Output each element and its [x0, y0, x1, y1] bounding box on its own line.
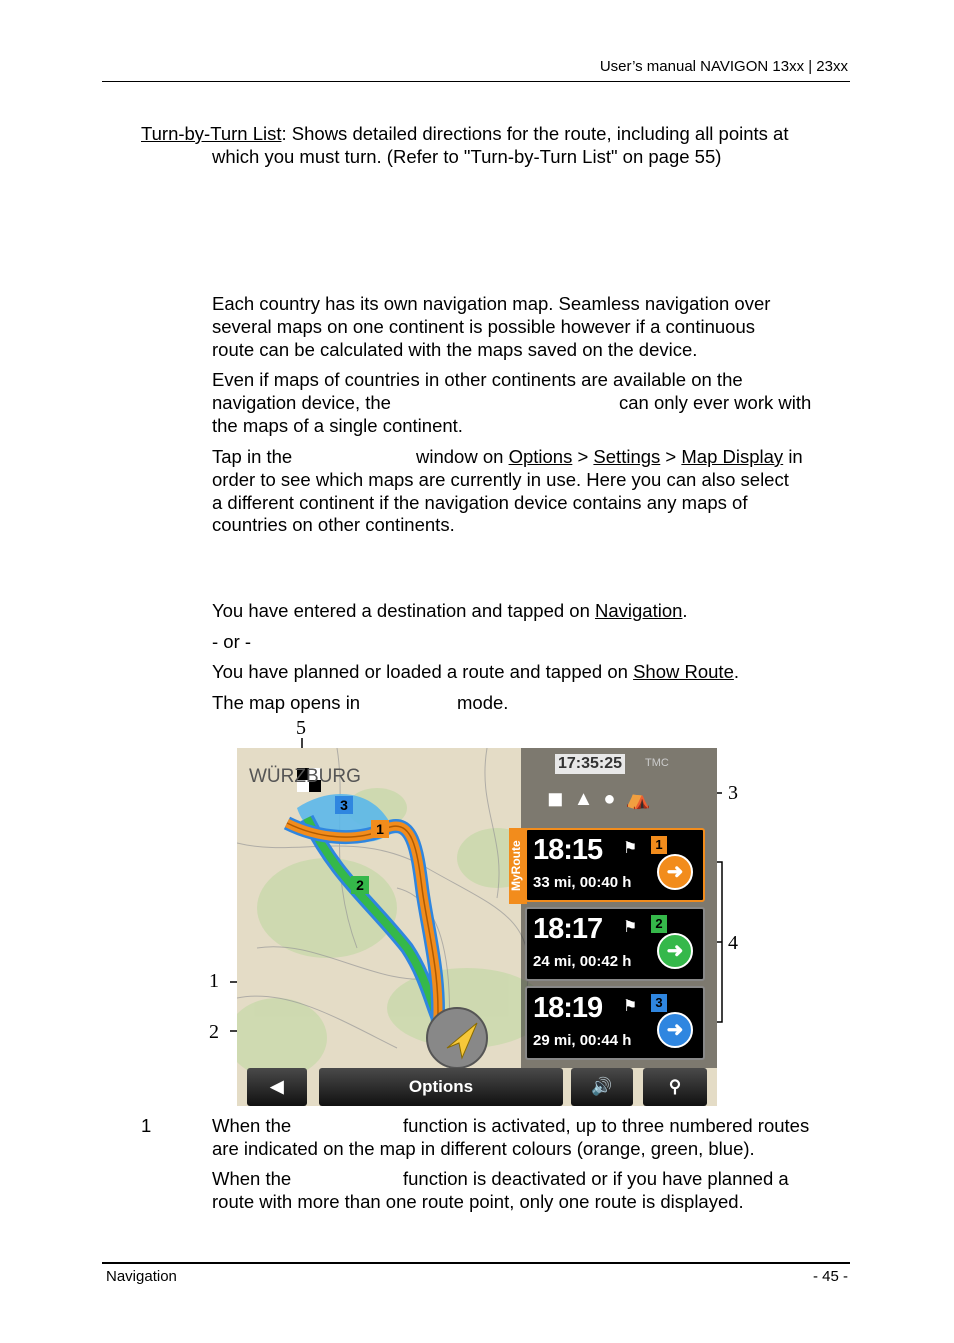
map-route-label-3: 3: [335, 796, 353, 814]
settings-link[interactable]: Settings: [593, 446, 661, 467]
map-opens-text: The map opens in: [212, 692, 361, 713]
period: .: [682, 600, 688, 621]
turn-list-line2: which you must turn. (Refer to "Turn-by-Turn List" on page 55): [212, 146, 722, 167]
tap-line2: order to see which maps are currently in use. Here you can also select: [212, 469, 789, 490]
tap-in-text: Tap in the: [212, 446, 293, 467]
route-3-arrow-icon: ➜: [657, 1012, 693, 1048]
map-display-link[interactable]: Map Display: [681, 446, 784, 467]
maps-line1: Each country has its own navigation map. Seamless navigation over: [212, 293, 771, 314]
route-2-arrow-icon: ➜: [657, 933, 693, 969]
page-footer: [102, 1262, 850, 1285]
item1-line4: route with more than one route point, only one route is displayed.: [212, 1191, 744, 1212]
turn-list-text: : Shows detailed directions for the route, including all points at: [281, 123, 789, 144]
route-option-2[interactable]: [525, 907, 705, 981]
callout-4: 4: [728, 932, 738, 954]
mode-text: mode.: [457, 692, 509, 713]
continent-line2a: navigation device, the: [212, 392, 391, 413]
navigation-link[interactable]: Navigation: [595, 600, 683, 621]
ferry-icon: ⛺: [625, 788, 661, 810]
tap-line3: a different continent if the navigation device contains any maps of: [212, 492, 748, 513]
route-1-number: 1: [651, 836, 667, 854]
continent-line1: Even if maps of countries in other continents are available on the: [212, 369, 743, 390]
city-label: WÜRZBURG: [249, 766, 361, 787]
route-option-1[interactable]: [525, 828, 705, 902]
navigation-map-screenshot: [237, 748, 717, 1106]
item1-line1-rest: function is activated, up to three numbered routes: [403, 1115, 810, 1136]
show-route-link[interactable]: Show Route: [633, 661, 734, 682]
maps-line2: several maps on one continent is possible however if a continuous: [212, 316, 755, 337]
arrival-flag-icon: ⚑: [623, 998, 638, 1015]
back-button[interactable]: [247, 1068, 307, 1106]
map-route-label-1: 1: [371, 820, 389, 838]
route-text: You have planned or loaded a route and tapped on: [212, 661, 628, 682]
destination-text: You have entered a destination and tapped on: [212, 600, 590, 621]
callout-5: 5: [296, 717, 306, 739]
route-1-time: 18:15: [533, 834, 603, 866]
options-link[interactable]: Options: [508, 446, 573, 467]
item1-line3-rest: function is deactivated or if you have planned a: [403, 1168, 789, 1189]
separator: >: [577, 446, 589, 467]
maps-line3: route can be calculated with the maps saved on the device.: [212, 339, 698, 360]
page-number: - 45 -: [812, 1268, 848, 1285]
item-number: 1: [141, 1115, 152, 1136]
route-3-info: 29 mi, 00:44 h: [533, 1032, 632, 1049]
route-option-3[interactable]: [525, 986, 705, 1060]
turn-by-turn-link[interactable]: Turn-by-Turn List: [141, 123, 282, 144]
route-3-time: 18:19: [533, 992, 603, 1024]
tap-line4: countries on other continents.: [212, 514, 455, 535]
back-arrow-icon: ◀: [270, 1077, 284, 1096]
route-1-arrow-icon: ➜: [657, 854, 693, 890]
route-options-icons[interactable]: [547, 786, 660, 811]
search-button[interactable]: [643, 1068, 707, 1106]
callout-2: 2: [209, 1021, 219, 1043]
footer-section: Navigation: [106, 1268, 177, 1285]
separator: >: [665, 446, 677, 467]
continent-line3: the maps of a single continent.: [212, 415, 463, 436]
tmc-label: TMC: [645, 757, 669, 769]
route-2-time: 18:17: [533, 913, 603, 945]
toll-icon: ●: [603, 788, 626, 810]
item1-line2: are indicated on the map in different colours (orange, green, blue).: [212, 1138, 755, 1159]
map-route-label-2: 2: [351, 876, 369, 894]
arrival-flag-icon: ⚑: [623, 919, 638, 936]
search-icon: ⚲: [668, 1077, 682, 1096]
car-icon: ◼: [547, 788, 574, 810]
window-on-text: window on: [416, 446, 504, 467]
route-3-number: 3: [651, 994, 667, 1012]
header-title: User’s manual NAVIGON 13xx | 23xx: [599, 58, 848, 75]
clock: 17:35:25: [555, 754, 625, 774]
volume-button[interactable]: [571, 1068, 633, 1106]
route-2-number: 2: [651, 915, 667, 933]
item1-when-the-2: When the: [212, 1168, 292, 1189]
or-line: - or -: [212, 631, 252, 652]
options-button[interactable]: Options: [319, 1068, 563, 1106]
myroute-tab: MyRoute: [509, 828, 527, 904]
arrival-flag-icon: ⚑: [623, 840, 638, 857]
continent-line2b: can only ever work with: [619, 392, 812, 413]
route-2-info: 24 mi, 00:42 h: [533, 953, 632, 970]
route-1-info: 33 mi, 00:40 h: [533, 874, 632, 891]
item1-when-the: When the: [212, 1115, 292, 1136]
period: .: [733, 661, 740, 682]
callout-1: 1: [209, 970, 219, 992]
speaker-icon: 🔊: [591, 1077, 613, 1096]
callout-3: 3: [728, 782, 738, 804]
highway-icon: ▲: [573, 788, 604, 810]
in-text: in: [788, 446, 803, 467]
